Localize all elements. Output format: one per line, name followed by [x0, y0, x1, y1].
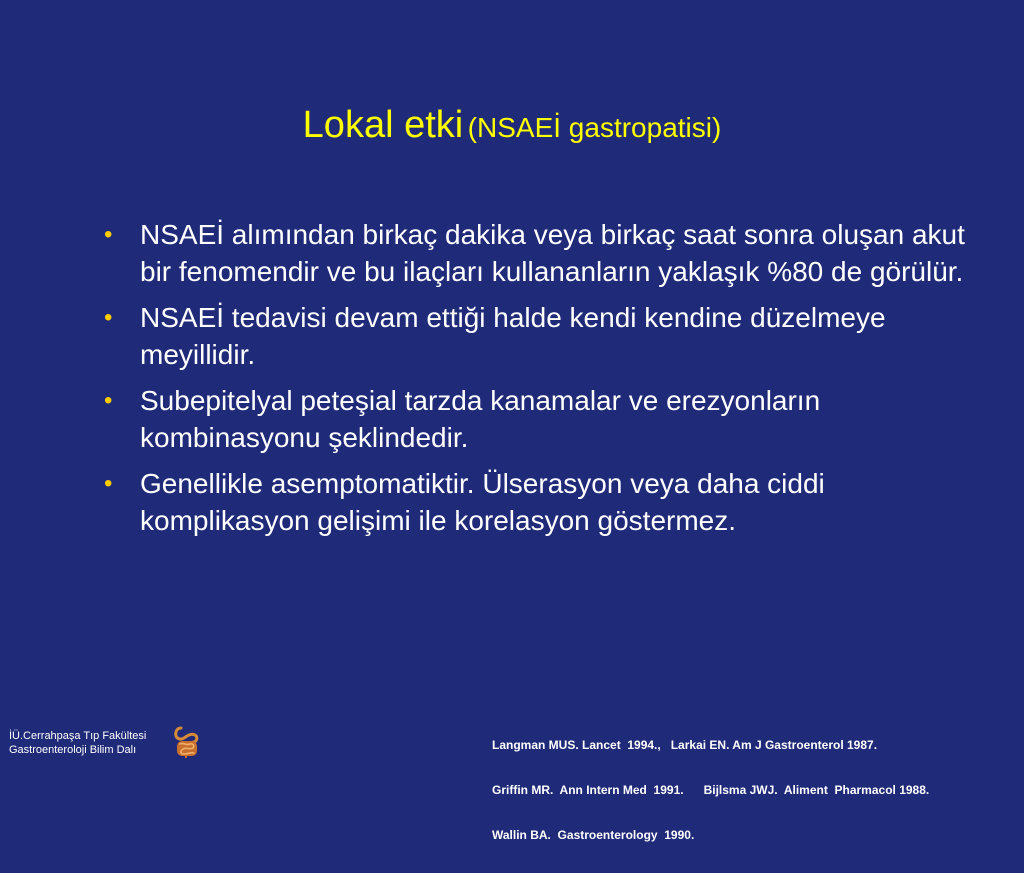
reference-line: Wallin BA. Gastroenterology 1990. [492, 828, 695, 842]
bullet-dot: • [104, 221, 113, 248]
bullet-item [104, 299, 974, 373]
bullet-text: NSAEİ tedavisi devam ettiği halde kendi kendine düzelmeye meyillidir. [140, 302, 886, 370]
bullet-list [104, 216, 974, 548]
bullet-text: Subepitelyal peteşial tarzda kanamalar ve erezyonların kombinasyonu şeklindedir. [140, 385, 821, 453]
references [492, 708, 929, 873]
digestive-system-icon [172, 725, 202, 759]
bullet-dot: • [104, 304, 113, 331]
reference-line: Griffin MR. Ann Intern Med 1991. Bijlsma JWJ. Aliment Pharmacol 1988. [492, 783, 930, 797]
bullet-item [104, 382, 974, 456]
slide-title [0, 104, 1024, 147]
title-main: Lokal etki [302, 104, 464, 146]
institution-footer [9, 729, 146, 757]
institution-line: İÜ.Cerrahpaşa Tıp Fakültesi [9, 730, 147, 742]
bullet-item [104, 465, 974, 539]
bullet-dot: • [104, 387, 113, 414]
bullet-item [104, 216, 974, 290]
reference-line: Langman MUS. Lancet 1994., Larkai EN. Am J Gastroenterol 1987. [492, 738, 878, 752]
title-sub: (NSAEİ gastropatisi) [467, 112, 722, 143]
institution-line: Gastroenteroloji Bilim Dalı [9, 744, 137, 756]
bullet-text: NSAEİ alımından birkaç dakika veya birkaç saat sonra oluşan akut bir fenomendir ve bu ilaçları kullananların yaklaşık %80 de görülür. [140, 219, 965, 287]
bullet-dot: • [104, 470, 113, 497]
bullet-text: Genellikle asemptomatiktir. Ülserasyon veya daha ciddi komplikasyon gelişimi ile korelasyon göstermez. [140, 468, 825, 536]
